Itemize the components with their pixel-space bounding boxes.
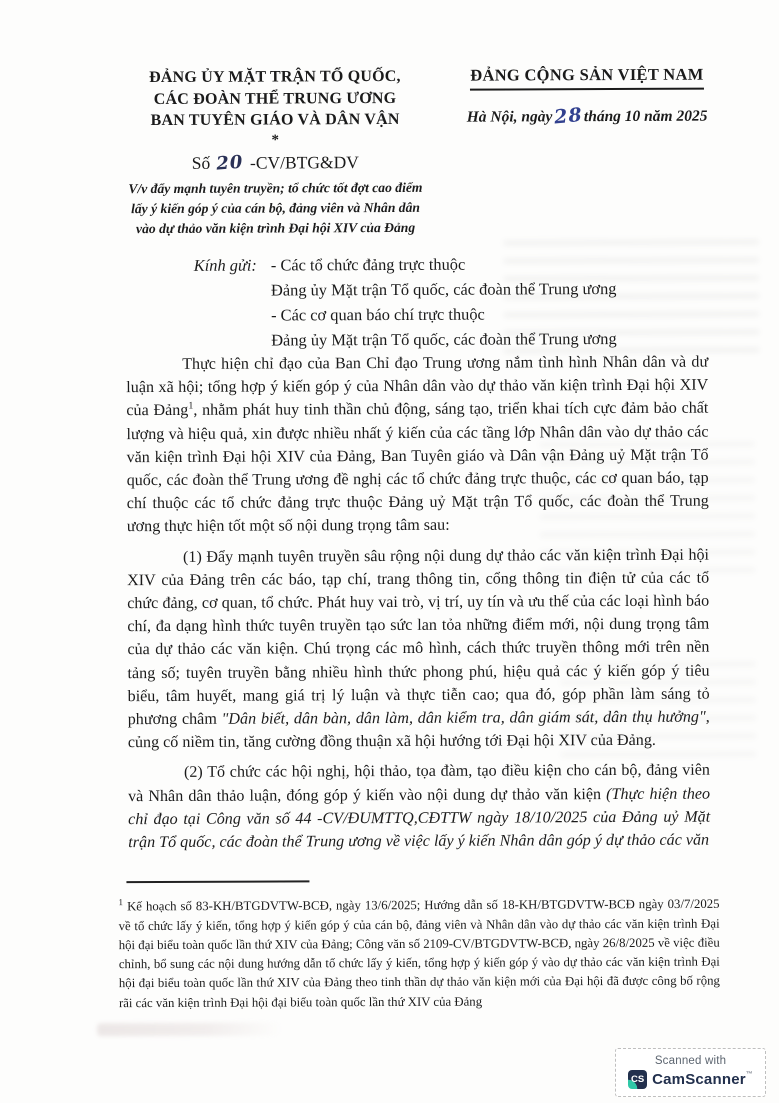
org-name-line: ĐẢNG ỦY MẶT TRẬN TỔ QUỐC, [149, 67, 401, 87]
recipient-line: Đảng ủy Mặt trận Tổ quốc, các đoàn thể Trung ương [270, 279, 617, 300]
doc-number-prefix: Số [191, 152, 211, 173]
separator-star: * [271, 131, 279, 149]
document-number [110, 151, 440, 173]
camscanner-logo-icon: CS [628, 1070, 647, 1089]
recipients-block [194, 251, 617, 353]
party-name: ĐẢNG CỘNG SẢN VIỆT NAM [470, 65, 703, 91]
handwritten-doc-number: 20 [215, 151, 245, 175]
camscanner-brand-row [628, 1070, 753, 1089]
recipient-line: - Các tổ chức đảng trực thuộc [270, 254, 466, 275]
org-name-line: CÁC ĐOÀN THỂ TRUNG ƯƠNG [153, 89, 397, 108]
recipients-list [271, 251, 617, 353]
recipient-line: Đảng ủy Mặt trận Tổ quốc, các đoàn thể Trung ương [271, 329, 617, 350]
recipient-line: - Các cơ quan báo chí trực thuộc [271, 304, 485, 325]
subject-line: vào dự thảo văn kiện trình Đại hội XIV của Đảng [136, 219, 416, 236]
subject-line: V/v đẩy mạnh tuyên truyền; tổ chức tốt đợt cao điểm [128, 179, 423, 196]
date-prefix: Hà Nội, ngày [466, 108, 553, 126]
footnote [118, 891, 720, 1014]
handwritten-day: 28 [553, 103, 584, 129]
body-text: , nhằm phát huy tinh thần chủ động, sáng tạo, triển khai tích cực đảm bảo chất lượng và hiệu quả, xin được nhiều nhất ý kiến của các tầng lớp Nhân dân vào dự thảo các văn kiện trình Đại hội XIV của Đảng, Ban Tuyên giáo và Dân vận Đảng uỷ Mặt trận Tổ quốc, các đoàn thể Trung ương đề nghị các tổ chức đảng trực thuộc, các cơ quan báo, tạp chí thuộc các tổ chức đảng trực thuộc Đảng uỷ Mặt trận Tổ quốc, các đoàn thể Trung ương thực hiện tốt một số nội dung trọng tâm sau: [126, 400, 709, 536]
document-subject [110, 177, 440, 238]
camscanner-brand-name [652, 1071, 753, 1088]
body-paragraph-item-1 [127, 543, 710, 754]
body-paragraph-intro [126, 351, 709, 539]
trademark-symbol: ™ [745, 1071, 753, 1078]
scanned-with-label: Scanned with [654, 1055, 727, 1067]
subject-line: lấy ý kiến góp ý của cán bộ, đảng viên và Nhân dân [131, 199, 420, 216]
quoted-motto: "Dân biết, dân bàn, dân làm, dân kiểm tra, dân giám sát, dân thụ hưởng" [221, 708, 706, 728]
citation-text: (Thực hiện theo chỉ đạo tại Công văn số 44 -CV/ĐUMTTQ,CĐTTW ngày 18/10/2025 của Đảng uỷ Mặt trận Tổ quốc, các đoàn thể Trung ương về việc lấy ý kiến Nhân dân góp ý dự thảo các văn [128, 785, 711, 852]
scan-smudge-artifact [97, 1022, 282, 1036]
date-suffix: tháng 10 năm 2025 [583, 107, 708, 126]
org-name-line: BAN TUYÊN GIÁO VÀ DÂN VẬN [150, 110, 400, 130]
brand-text: CamScanner [652, 1071, 746, 1088]
national-header-block [428, 64, 746, 129]
footnote-text: Kế hoạch số 83-KH/BTGDVTW-BCĐ, ngày 13/6/2025; Hướng dẫn số 18-KH/BTGDVTW-BCĐ ngày 03/7/2025 về tổ chức lấy ý kiến, tổng hợp ý kiến góp ý của cán bộ, đảng viên và Nhân dân vào dự thảo các văn kiện trình Đại hội đại biểu toàn quốc lần thứ XIV của Đảng; Công văn số 2109-CV/BTGDVTW-BCĐ, ngày 26/8/2025 về việc điều chỉnh, bổ sung các nội dung hướng dẫn tổ chức lấy ý kiến, tổng hợp ý kiến góp ý vào dự thảo các văn kiện trình Đại hội đại biểu toàn quốc lần thứ XIV của Đảng theo tinh thần dự thảo văn kiện mới của Đại hội đã được công bố rộng rãi các văn kiện trình Đại hội đại biểu toàn quốc lần thứ XIV của Đảng [118, 896, 720, 1010]
document-body [126, 351, 710, 855]
camscanner-watermark [615, 1048, 766, 1097]
footnote-separator-rule [126, 880, 309, 883]
body-text: , củng cố niềm tin, tăng cường đồng thuận xã hội hướng tới Đại hội XIV của Đảng. [127, 708, 710, 752]
body-text: Thực hiện chỉ đạo của Ban Chỉ đạo Trung ương nắm tình hình Nhân dân và dư luận xã hội; tổng hợp ý kiến góp ý của Nhân dân vào dự thảo văn kiện trình Đại hội XIV của Đảng [126, 353, 709, 420]
footnote-reference: 1 [188, 400, 194, 412]
recipients-label: Kính gửi: [193, 255, 257, 275]
place-date-line [428, 103, 746, 129]
body-text: (2) Tổ chức các hội nghị, hội thảo, tọa đàm, tạo điều kiện cho cán bộ, đảng viên và Nhân dân thảo luận, đóng góp ý kiến vào nội dung dự thảo văn kiện [128, 762, 710, 805]
body-paragraph-item-2 [128, 759, 710, 854]
body-text: (1) Đẩy mạnh tuyên truyền sâu rộng nội dung dự thảo các văn kiện trình Đại hội XIV của Đảng trên các báo, tạp chí, trang thông tin, cổng thông tin điện tử của các tổ chức đảng, cơ quan, tổ chức. Phát huy vai trò, vị trí, uy tín và ưu thế của các loại hình báo chí, đa dạng hình thức tuyên truyền tạo sức lan tỏa những điểm mới, nội dung trọng tâm của dự thảo các văn kiện. Chú trọng các mô hình, cách thức truyền thông mới trên nền tảng số; tuyên truyền bằng nhiều hình thức phong phú, hiệu quả các ý kiến góp ý tiêu biểu, tâm huyết, mang giá trị lý luận và thực tiễn cao; qua đó, góp phần làm sáng tỏ phương châm [127, 546, 710, 729]
doc-number-suffix: -CV/BTG&DV [249, 151, 359, 173]
issuing-org-block [110, 66, 441, 239]
footnote-marker: 1 [118, 897, 124, 908]
